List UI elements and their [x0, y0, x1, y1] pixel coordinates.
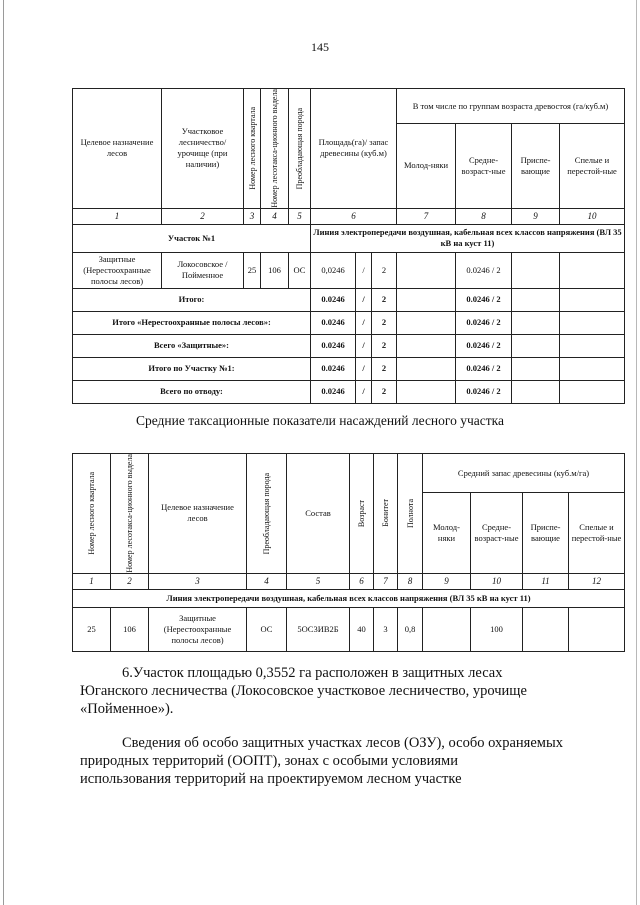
header-allotment: Номер лесотакса-ционного выдела: [261, 89, 289, 209]
header-bonitet: Бонитет: [374, 454, 398, 574]
total-ripening: [512, 288, 560, 311]
col-number: 1: [73, 573, 111, 589]
row-allotment: 106: [111, 607, 149, 651]
col-number: 9: [423, 573, 471, 589]
col-number: 5: [289, 208, 311, 224]
paragraph-line: «Пойменное»).: [80, 701, 174, 717]
section-label: Участок №1: [73, 224, 311, 252]
header-quarter: Номер лесного квартала: [73, 454, 111, 574]
header-allotment: Номер лесотакса-ционного выдела: [111, 454, 149, 574]
header-young: Молод-няки: [397, 124, 456, 208]
row-slash: /: [356, 252, 372, 288]
total-area: 0.0246: [311, 288, 356, 311]
total-area: 0.0246: [311, 334, 356, 357]
total-mature: [560, 380, 625, 403]
row-young: [397, 252, 456, 288]
total-label: Итого:: [73, 288, 311, 311]
paragraph-line: природных территорий (ООПТ), зонах с особыми условиями: [80, 753, 458, 769]
col-number: 1: [73, 208, 162, 224]
col-number: 10: [471, 573, 523, 589]
row-mature: [569, 607, 625, 651]
row-area: 0,0246: [311, 252, 356, 288]
forest-area-table: [72, 88, 625, 404]
total-slash: /: [356, 357, 372, 380]
total-slash: /: [356, 311, 372, 334]
paragraph-line: 6.Участок площадью 0,3552 га расположен в защитных лесах: [122, 665, 503, 681]
row-purpose: Защитные (Нерестоохранные полосы лесов): [149, 607, 247, 651]
total-middle: 0.0246 / 2: [456, 380, 512, 403]
total-mature: [560, 357, 625, 380]
col-number: 2: [111, 573, 149, 589]
total-stock: 2: [372, 288, 397, 311]
col-number: 4: [247, 573, 287, 589]
total-ripening: [512, 357, 560, 380]
taxation-indicators-table: [72, 453, 625, 652]
row-composition: 5ОС3ИВ2Б: [287, 607, 350, 651]
col-number: 10: [560, 208, 625, 224]
section-line: Линия электропередачи воздушная, кабельная всех классов напряжения (ВЛ 35 кВ на куст 11): [311, 224, 625, 252]
col-number: 6: [311, 208, 397, 224]
header-young: Молод-няки: [423, 493, 471, 574]
col-number: 8: [398, 573, 423, 589]
row-young: [423, 607, 471, 651]
total-stock: 2: [372, 380, 397, 403]
page-number: 145: [311, 40, 329, 54]
total-young: [397, 311, 456, 334]
total-stock: 2: [372, 334, 397, 357]
paragraph-line: Юганского лесничества (Локосовское участковое лесничество, урочище: [80, 683, 527, 699]
col-number: 8: [456, 208, 512, 224]
paragraph-area-6: [80, 664, 577, 718]
col-number: 6: [350, 573, 374, 589]
row-middle: 100: [471, 607, 523, 651]
header-ripening: Приспе-вающие: [512, 124, 560, 208]
total-middle: 0.0246 / 2: [456, 288, 512, 311]
row-species: ОС: [247, 607, 287, 651]
row-quarter: 25: [73, 607, 111, 651]
header-age: Возраст: [350, 454, 374, 574]
row-species: ОС: [289, 252, 311, 288]
row-stock: 2: [372, 252, 397, 288]
col-number: 3: [244, 208, 261, 224]
total-young: [397, 380, 456, 403]
total-label: Итого по Участку №1:: [73, 357, 311, 380]
header-density: Полнота: [398, 454, 423, 574]
col-number: 5: [287, 573, 350, 589]
header-mature: Спелые и перестой-ные: [560, 124, 625, 208]
header-middle: Средне-возраст-ные: [456, 124, 512, 208]
header-ripening: Приспе-вающие: [523, 493, 569, 574]
total-area: 0.0246: [311, 380, 356, 403]
row-age: 40: [350, 607, 374, 651]
row-purpose: Защитные (Нерестоохранные полосы лесов): [73, 252, 162, 288]
row-ripening: [523, 607, 569, 651]
section-title: Средние таксационные показатели насаждений лесного участка: [135, 413, 505, 428]
paragraph-line: использования территорий на проектируемом лесном участке: [80, 771, 462, 787]
col-number: 3: [149, 573, 247, 589]
total-mature: [560, 288, 625, 311]
header-middle: Средне-возраст-ные: [471, 493, 523, 574]
total-slash: /: [356, 380, 372, 403]
row-middle: 0.0246 / 2: [456, 252, 512, 288]
col-number: 7: [397, 208, 456, 224]
total-ripening: [512, 334, 560, 357]
total-area: 0.0246: [311, 357, 356, 380]
scan-edge-left: [3, 0, 4, 905]
total-label: Всего по отводу:: [73, 380, 311, 403]
total-young: [397, 357, 456, 380]
header-purpose: Целевое назначение лесов: [73, 89, 162, 209]
row-bonitet: 3: [374, 607, 398, 651]
total-middle: 0.0246 / 2: [456, 334, 512, 357]
header-mature: Спелые и перестой-ные: [569, 493, 625, 574]
header-stock-group: Средний запас древесины (куб.м/га): [423, 454, 625, 493]
col-number: 2: [162, 208, 244, 224]
paragraph-line: Сведения об особо защитных участках лесов (ОЗУ), особо охраняемых: [122, 735, 563, 751]
total-slash: /: [356, 288, 372, 311]
total-middle: 0.0246 / 2: [456, 357, 512, 380]
row-quarter: 25: [244, 252, 261, 288]
section-line: Линия электропередачи воздушная, кабельная всех классов напряжения (ВЛ 35 кВ на куст 11): [73, 589, 625, 607]
total-stock: 2: [372, 357, 397, 380]
row-density: 0,8: [398, 607, 423, 651]
col-number: 4: [261, 208, 289, 224]
header-area: Площадь(га)/ запас древесины (куб.м): [311, 89, 397, 209]
total-stock: 2: [372, 311, 397, 334]
row-mature: [560, 252, 625, 288]
col-number: 11: [523, 573, 569, 589]
total-mature: [560, 311, 625, 334]
total-label: Итого «Нерестоохранные полосы лесов»:: [73, 311, 311, 334]
header-age-groups: В том числе по группам возраста древостоя (га/куб.м): [397, 89, 625, 124]
total-young: [397, 334, 456, 357]
header-district: Участковое лесничество/ урочище (при наличии): [162, 89, 244, 209]
row-district: Локосовское / Пойменное: [162, 252, 244, 288]
total-area: 0.0246: [311, 311, 356, 334]
total-ripening: [512, 380, 560, 403]
paragraph-ozu-info: [80, 734, 590, 788]
total-ripening: [512, 311, 560, 334]
col-number: 9: [512, 208, 560, 224]
total-label: Всего «Защитные»:: [73, 334, 311, 357]
col-number: 7: [374, 573, 398, 589]
total-mature: [560, 334, 625, 357]
row-ripening: [512, 252, 560, 288]
col-number: 12: [569, 573, 625, 589]
header-quarter: Номер лесного квартала: [244, 89, 261, 209]
header-species: Преобладающая порода: [247, 454, 287, 574]
total-young: [397, 288, 456, 311]
scan-edge-right: [636, 0, 637, 905]
total-slash: /: [356, 334, 372, 357]
row-allotment: 106: [261, 252, 289, 288]
total-middle: 0.0246 / 2: [456, 311, 512, 334]
header-purpose: Целевое назначение лесов: [149, 454, 247, 574]
header-composition: Состав: [287, 454, 350, 574]
header-species: Преобладающая порода: [289, 89, 311, 209]
